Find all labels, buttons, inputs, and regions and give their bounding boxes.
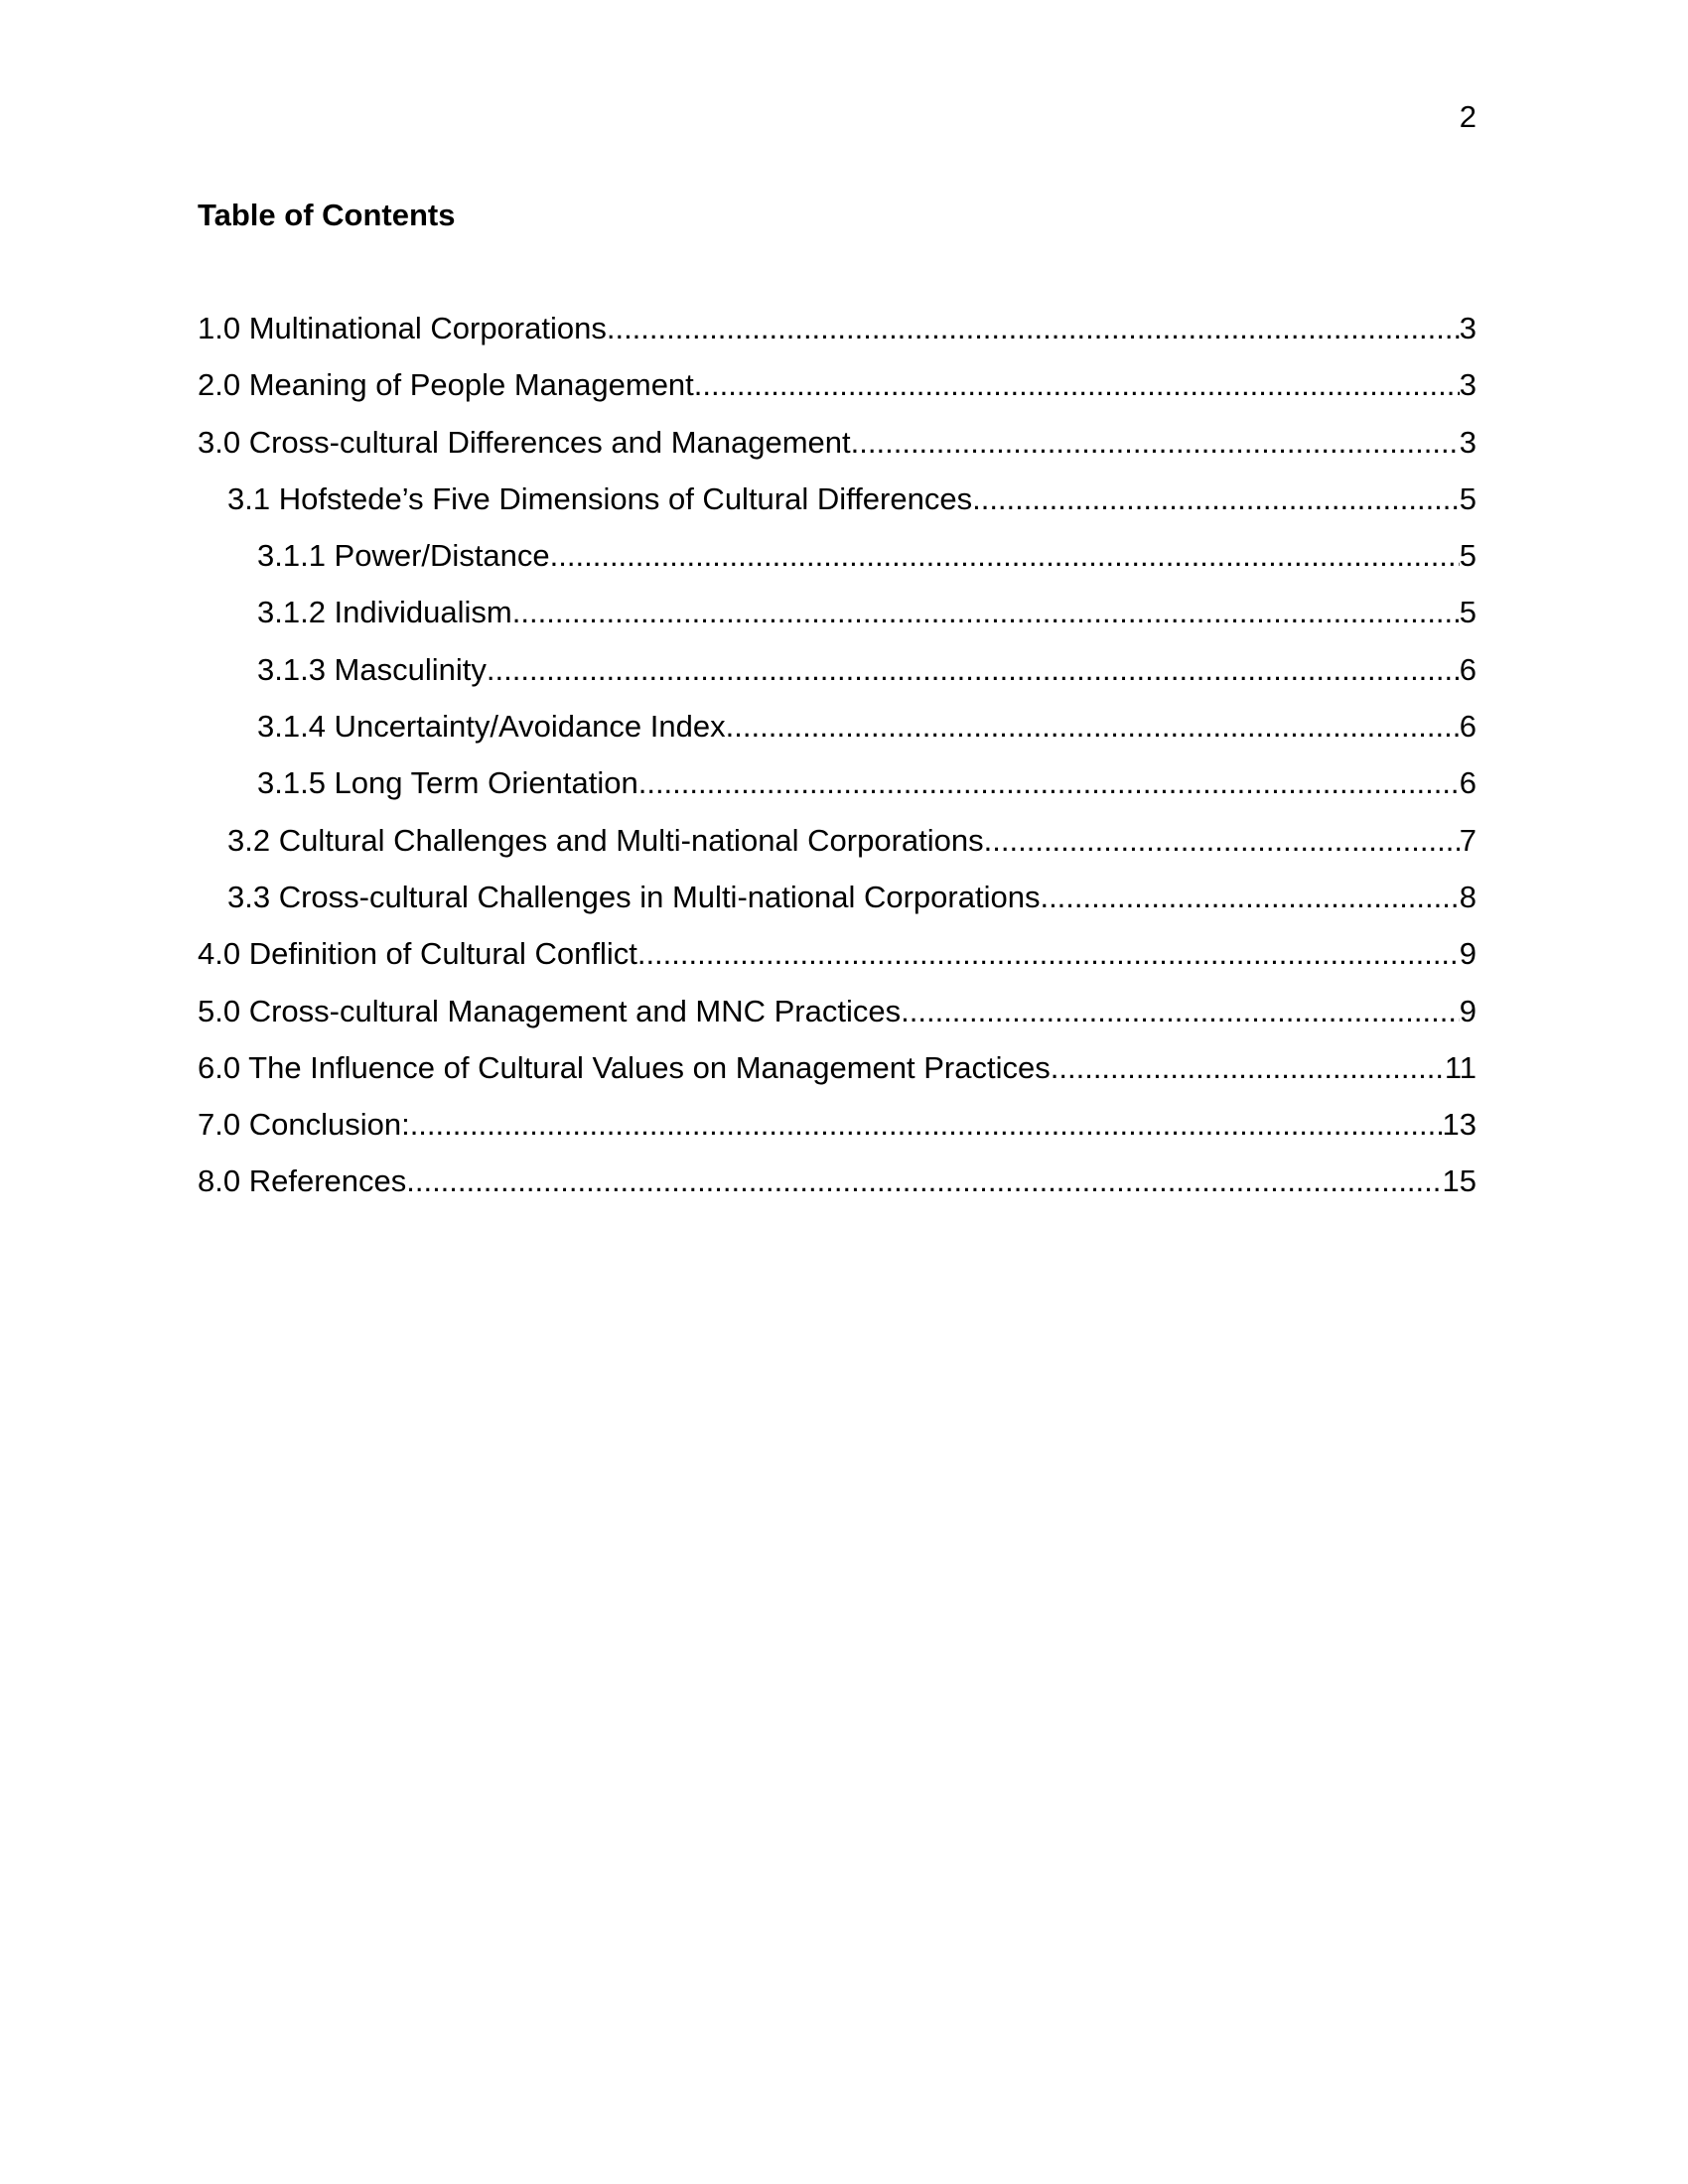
toc-entry-label: 3.2 Cultural Challenges and Multi-national Corporations bbox=[227, 822, 984, 858]
toc-list bbox=[198, 311, 1477, 1221]
toc-entry[interactable] bbox=[198, 481, 1477, 538]
toc-leader-dots bbox=[726, 709, 1460, 745]
toc-leader-dots bbox=[512, 595, 1460, 630]
toc-entry-label: 3.1.5 Long Term Orientation bbox=[257, 765, 638, 801]
toc-entry[interactable] bbox=[198, 367, 1477, 424]
toc-entry[interactable] bbox=[198, 823, 1477, 880]
toc-entry-label: 4.0 Definition of Cultural Conflict bbox=[198, 936, 637, 972]
toc-entry-label: 3.1.2 Individualism bbox=[257, 595, 512, 630]
toc-entry[interactable] bbox=[198, 652, 1477, 709]
toc-entry[interactable] bbox=[198, 880, 1477, 936]
toc-entry[interactable] bbox=[198, 936, 1477, 993]
toc-leader-dots bbox=[901, 994, 1460, 1029]
toc-entry-page: 5 bbox=[1459, 480, 1477, 516]
toc-entry-page: 6 bbox=[1459, 651, 1477, 687]
toc-entry-page: 3 bbox=[1459, 424, 1477, 460]
toc-leader-dots bbox=[550, 538, 1460, 574]
toc-leader-dots bbox=[1051, 1050, 1445, 1086]
toc-leader-dots bbox=[1040, 880, 1459, 915]
toc-entry-page: 6 bbox=[1459, 765, 1477, 801]
toc-entry[interactable] bbox=[198, 538, 1477, 595]
toc-entry-page: 3 bbox=[1459, 311, 1477, 345]
toc-leader-dots bbox=[607, 311, 1460, 346]
toc-entry-page: 9 bbox=[1459, 993, 1477, 1028]
toc-entry-label: 7.0 Conclusion: bbox=[198, 1107, 410, 1143]
toc-entry-label: 6.0 The Influence of Cultural Values on Management Practices bbox=[198, 1049, 1051, 1085]
toc-entry[interactable] bbox=[198, 595, 1477, 651]
toc-leader-dots bbox=[487, 652, 1460, 688]
toc-title: Table of Contents bbox=[198, 198, 456, 232]
toc-leader-dots bbox=[637, 936, 1460, 972]
toc-entry[interactable] bbox=[198, 1107, 1477, 1163]
toc-entry-page: 8 bbox=[1459, 879, 1477, 914]
toc-entry[interactable] bbox=[198, 709, 1477, 765]
toc-entry-label: 3.1 Hofstede’s Five Dimensions of Cultural Differences bbox=[227, 480, 973, 516]
toc-entry-page: 3 bbox=[1459, 367, 1477, 403]
toc-entry-label: 8.0 References bbox=[198, 1163, 407, 1199]
toc-leader-dots bbox=[984, 823, 1460, 859]
toc-entry[interactable] bbox=[198, 425, 1477, 481]
toc-entry[interactable] bbox=[198, 1163, 1477, 1220]
toc-leader-dots bbox=[851, 425, 1460, 461]
toc-entry-page: 6 bbox=[1459, 709, 1477, 745]
toc-entry-label: 5.0 Cross-cultural Management and MNC Practices bbox=[198, 993, 902, 1028]
toc-entry-label: 2.0 Meaning of People Management bbox=[198, 367, 694, 403]
toc-leader-dots bbox=[410, 1107, 1443, 1143]
toc-entry-page: 13 bbox=[1442, 1107, 1477, 1143]
toc-entry-page: 9 bbox=[1459, 936, 1477, 972]
toc-entry-page: 11 bbox=[1444, 1049, 1477, 1085]
toc-entry[interactable] bbox=[198, 311, 1477, 367]
page-number: 2 bbox=[1459, 99, 1477, 134]
toc-entry-label: 1.0 Multinational Corporations bbox=[198, 311, 607, 345]
toc-entry[interactable] bbox=[198, 994, 1477, 1050]
toc-entry-label: 3.1.4 Uncertainty/Avoidance Index bbox=[257, 709, 726, 745]
toc-entry[interactable] bbox=[198, 1050, 1477, 1107]
toc-entry-label: 3.1.3 Masculinity bbox=[257, 651, 487, 687]
toc-entry-page: 5 bbox=[1459, 595, 1477, 630]
toc-entry[interactable] bbox=[198, 765, 1477, 822]
toc-entry-label: 3.3 Cross-cultural Challenges in Multi-national Corporations bbox=[227, 879, 1041, 914]
toc-entry-label: 3.1.1 Power/Distance bbox=[257, 538, 550, 574]
toc-entry-page: 5 bbox=[1459, 538, 1477, 574]
toc-leader-dots bbox=[694, 367, 1460, 403]
toc-entry-page: 7 bbox=[1459, 822, 1477, 858]
toc-entry-page: 15 bbox=[1442, 1163, 1477, 1199]
toc-leader-dots bbox=[406, 1163, 1442, 1199]
toc-leader-dots bbox=[972, 481, 1460, 517]
toc-leader-dots bbox=[638, 765, 1460, 801]
toc-entry-label: 3.0 Cross-cultural Differences and Management bbox=[198, 424, 851, 460]
